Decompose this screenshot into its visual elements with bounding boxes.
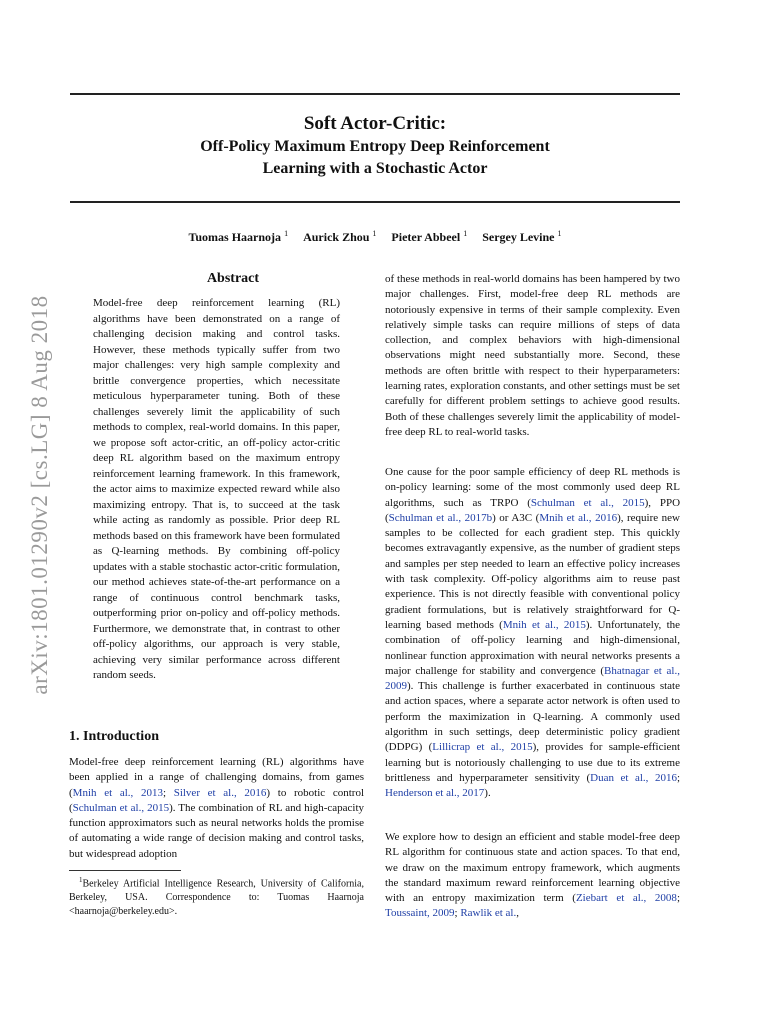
- author: [482, 230, 561, 244]
- body-text: ;: [454, 907, 461, 920]
- body-text: One cause for the poor sample efficiency of deep RL methods is on-policy learning: some of the most commonly used deep RL algorithms, such as TRPO (: [385, 466, 680, 509]
- arxiv-watermark: arXiv:1801.01290v2 [cs.LG] 8 Aug 2018: [27, 295, 52, 695]
- author-name: Aurick Zhou: [303, 230, 370, 244]
- citation-link[interactable]: Ziebart et al., 2008: [575, 892, 677, 905]
- body-text: ). Unfortunately, the combination of off-policy learning and high-dimensional, nonlinear function approximation with neural networks presents a major challenge for stability and convergence (: [385, 618, 681, 677]
- paper-subtitle-line-1: Off-Policy Maximum Entropy Deep Reinforcement: [200, 138, 550, 155]
- body-text: ). The combination of RL and high-capacity function approximators such as neural networks holds the promise of automating a wide range of decision making and control tasks, but widespread adoption: [69, 801, 365, 860]
- column2-paragraph-2: [385, 465, 680, 802]
- affiliation-footnote: [69, 874, 364, 918]
- body-text: Model-free deep reinforcement learning (RL) algorithms have been applied in a range of challenging domains, from games (: [69, 756, 364, 799]
- author-affiliation: 1: [284, 229, 289, 238]
- footnote-mark: 1: [79, 876, 83, 884]
- body-text: ;: [676, 892, 680, 905]
- author-list: [70, 229, 680, 245]
- paper-subtitle-line-2: Learning with a Stochastic Actor: [262, 159, 488, 177]
- body-text: ;: [162, 786, 174, 799]
- author-affiliation: 1: [372, 229, 377, 238]
- column2-paragraph-1: of these methods in real-world domains has been hampered by two major challenges. First, model-free deep RL methods are notoriously expensive in terms of their sample complexity. Even relatively simple tasks can require millions of steps of data collection, and complex behaviors with high-dimensional observations might need substantially more. Second, these methods are often brittle with respect to their hyperparameters: learning rates, exploration constants, and other settings must be set carefully for different problem settings to achieve good results. Both of these challenges severely limit the applicability of model-free deep RL to real-world tasks.: [385, 273, 680, 438]
- body-text: We explore how to design an efficient and stable model-free deep RL algorithm for continuous state and action spaces. To that end, we draw on the maximum entropy framework, which augments the standard maximum reward reinforcement learning objective with an entropy maximization term (: [385, 831, 680, 905]
- body-text: ), provides for sample-efficient learning but is notoriously challenging to use due to its extreme brittleness and hyperparameter sensitivity (: [385, 741, 680, 784]
- body-text: ). This challenge is further exacerbated in continuous state and action spaces, where a separate actor network is often used to perform the maximization in Q-learning. A commonly used algorithm in such settings, deep deterministic policy gradient (DDPG) (: [385, 680, 680, 754]
- citation-link[interactable]: Mnih et al., 2015: [502, 618, 586, 631]
- citation-link[interactable]: Schulman et al., 2017b: [388, 511, 493, 524]
- body-text: ) or A3C (: [492, 511, 540, 524]
- body-text: ) to robotic control (: [69, 786, 365, 814]
- footnote-text: Berkeley Artificial Intelligence Research, University of California, Berkeley, USA. Correspondence to: Tuomas Haarnoja <haarnoja@berkeley.edu>.: [69, 878, 364, 917]
- author-name: Tuomas Haarnoja: [188, 230, 282, 244]
- body-text: ), PPO (: [385, 496, 681, 524]
- citation-link[interactable]: Duan et al., 2016: [590, 771, 677, 784]
- author-affiliation: 1: [557, 229, 562, 238]
- author: [391, 230, 467, 244]
- citation-link[interactable]: Lillicrap et al., 2015: [432, 741, 533, 754]
- footnote-rule: [69, 870, 181, 871]
- citation-link[interactable]: Henderson et al., 2017: [385, 787, 485, 800]
- citation-link[interactable]: Schulman et al., 2015: [72, 801, 170, 814]
- author: [188, 230, 288, 244]
- citation-link[interactable]: Mnih et al., 2016: [539, 511, 618, 524]
- author-name: Sergey Levine: [482, 230, 555, 244]
- abstract-text: Model-free deep reinforcement learning (RL) algorithms have been demonstrated on a range of challenging decision making and control tasks. However, these methods typically suffer from two major challenges: very high sample complexity and brittle convergence properties, which necessitate meticulous hyperparameter tuning. Both of these challenges severely limit the applicability of such methods to complex, real-world domains. In this paper, we propose soft actor-critic, an off-policy actor-critic deep RL algorithm based on the maximum entropy reinforcement learning framework. In this framework, the actor aims to maximize expected reward while also maximizing entropy. That is, to succeed at the task while acting as randomly as possible. Prior deep RL methods based on this framework have been formulated as Q-learning methods. By combining off-policy updates with a stable stochastic actor-critic formulation, our method achieves state-of-the-art performance on a range of continuous control benchmark tasks, outperforming prior on-policy and off-policy methods. Furthermore, we demonstrate that, in contrast to other off-policy algorithms, our approach is very stable, achieving very similar performance across different random seeds.: [93, 297, 340, 681]
- title-block: [70, 112, 680, 179]
- citation-link[interactable]: Silver et al., 2016: [173, 786, 267, 799]
- introduction-heading: 1. Introduction: [69, 729, 159, 744]
- body-text: ).: [484, 787, 491, 800]
- author-name: Pieter Abbeel: [391, 230, 461, 244]
- abstract-heading: Abstract: [206, 271, 260, 286]
- body-text: ), require new samples to be collected for each gradient step. This quickly becomes extravagantly expensive, as the number of gradient steps and samples per step needed to learn an effective policy increases with task complexity. Off-policy algorithms aim to reuse past experience. This is not directly feasible with conventional policy gradient formulations, but is relatively straightforward for Q-learning based methods (: [385, 511, 680, 631]
- body-text: ,: [516, 907, 519, 920]
- title-bottom-rule: [70, 201, 680, 203]
- paper-title: Soft Actor-Critic:: [303, 113, 447, 134]
- citation-link[interactable]: Mnih et al., 2013: [72, 786, 163, 799]
- citation-link[interactable]: Bhatnagar et al., 2009: [385, 664, 680, 693]
- body-text: ;: [676, 771, 681, 784]
- introduction-paragraph: [69, 755, 364, 862]
- citation-link[interactable]: Rawlik et al.: [460, 907, 517, 920]
- citation-link[interactable]: Toussaint, 2009: [385, 907, 455, 920]
- citation-link[interactable]: Schulman et al., 2015: [530, 496, 645, 509]
- column2-paragraph-3: [385, 830, 680, 922]
- title-top-rule: [70, 93, 680, 95]
- author-affiliation: 1: [463, 229, 468, 238]
- author: [303, 230, 376, 244]
